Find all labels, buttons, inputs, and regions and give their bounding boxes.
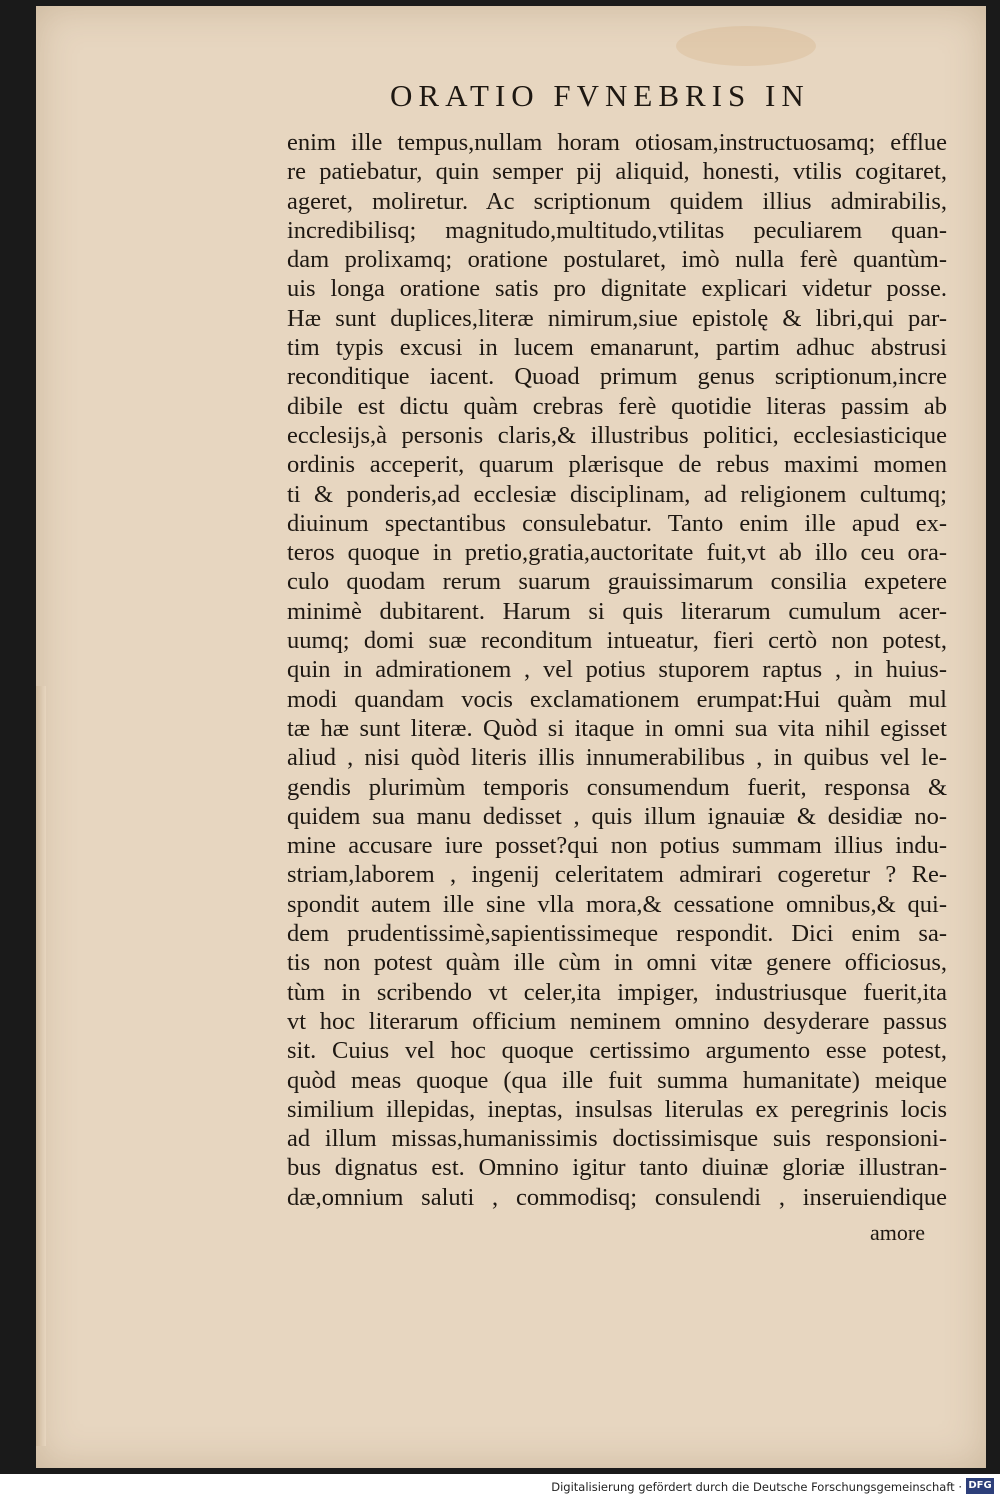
text-line: quidem sua manu dedisset , quis illum ignauiæ & desidiæ no-: [287, 802, 947, 830]
text-line: dam prolixamq; oratione postularet, imò nulla ferè quantùm-: [287, 246, 947, 274]
text-line: ageret, moliretur. Ac scriptionum quidem illius admirabilis,: [287, 187, 947, 215]
text-line: Hæ sunt duplices,literæ nimirum,siue epistolę & libri,qui par-: [287, 304, 947, 332]
text-line: sit. Cuius vel hoc quoque certissimo argumento esse potest,: [287, 1037, 947, 1065]
text-line: culo quodam rerum suarum grauissimarum consilia expetere: [287, 568, 947, 596]
text-line: uumq; domi suæ reconditum intueatur, fieri certò non potest,: [287, 627, 947, 655]
text-line: tim typis excusi in lucem emanarunt, partim adhuc abstrusi: [287, 334, 947, 362]
body-text: [287, 128, 947, 1212]
text-line: reconditique iacent. Quoad primum genus scriptionum,incre: [287, 363, 947, 391]
text-line: dibile est dictu quàm crebras ferè quotidie literas passim ab: [287, 392, 947, 420]
text-line: minimè dubitarent. Harum si quis literarum cumulum acer-: [287, 597, 947, 625]
text-line: quòd meas quoque (qua ille fuit summa humanitate) meique: [287, 1066, 947, 1094]
text-line: tùm in scribendo vt celer,ita impiger, industriusque fuerit,ita: [287, 978, 947, 1006]
text-line: ti & ponderis,ad ecclesiæ disciplinam, ad religionem cultumq;: [287, 480, 947, 508]
text-line: teros quoque in pretio,gratia,auctoritate fuit,vt ab illo ceu ora-: [287, 539, 947, 567]
text-line: dæ,omnium saluti , commodisq; consulendi , inseruiendique: [287, 1183, 947, 1211]
text-line: ad illum missas,humanissimis doctissimisque suis responsioni-: [287, 1125, 947, 1153]
text-line: dem prudentissimè,sapientissimeque respondit. Dici enim sa-: [287, 920, 947, 948]
text-line: tis non potest quàm ille cùm in omni vitæ genere officiosus,: [287, 949, 947, 977]
dfg-logo: DFG: [966, 1478, 994, 1494]
text-line: enim ille tempus,nullam horam otiosam,instructuosamq; efflue: [287, 129, 947, 156]
text-line: vt hoc literarum officium neminem omnino desyderare passus: [287, 1007, 947, 1035]
text-line: quin in admirationem , vel potius stuporem raptus , in huius-: [287, 656, 947, 684]
page-edge: [36, 686, 46, 1446]
paper-stain: [676, 26, 816, 66]
text-line: aliud , nisi quòd literis illis innumerabilibus , in quibus vel le-: [287, 744, 947, 772]
text-line: spondit autem ille sine vlla mora,& cessatione omnibus,& qui-: [287, 890, 947, 918]
text-line: incredibilisq; magnitudo,multitudo,vtilitas peculiarem quan-: [287, 216, 947, 244]
text-line: uis longa oratione satis pro dignitate explicari videtur posse.: [287, 275, 947, 303]
text-line: modi quandam vocis exclamationem erumpat:Hui quàm mul: [287, 685, 947, 713]
running-head: ORATIO FVNEBRIS IN: [390, 78, 810, 113]
text-line: gendis plurimùm temporis consumendum fuerit, responsa &: [287, 773, 947, 801]
text-line: mine accusare iure posset?qui non potius summam illius indu-: [287, 832, 947, 860]
text-line: bus dignatus est. Omnino igitur tanto diuinæ gloriæ illustran-: [287, 1154, 947, 1182]
catchword: amore: [870, 1220, 925, 1245]
text-line: striam,laborem , ingenij celeritatem admirari cogeretur ? Re-: [287, 861, 947, 889]
text-line: ecclesijs,à personis claris,& illustribus politici, ecclesiasticique: [287, 421, 947, 449]
text-line: tæ hæ sunt literæ. Quòd si itaque in omni sua vita nihil egisset: [287, 714, 947, 742]
text-line: ordinis acceperit, quarum plærisque de rebus maximi momen: [287, 451, 947, 479]
text-line: similium illepidas, ineptas, insulsas literulas ex peregrinis locis: [287, 1095, 947, 1123]
footer-credit: Digitalisierung gefördert durch die Deutsche Forschungsgemeinschaft ·: [551, 1480, 962, 1494]
text-line: re patiebatur, quin semper pij aliquid, honesti, vtilis cogitaret,: [287, 158, 947, 186]
text-line: diuinum spectantibus consulebatur. Tanto enim ille apud ex-: [287, 509, 947, 537]
